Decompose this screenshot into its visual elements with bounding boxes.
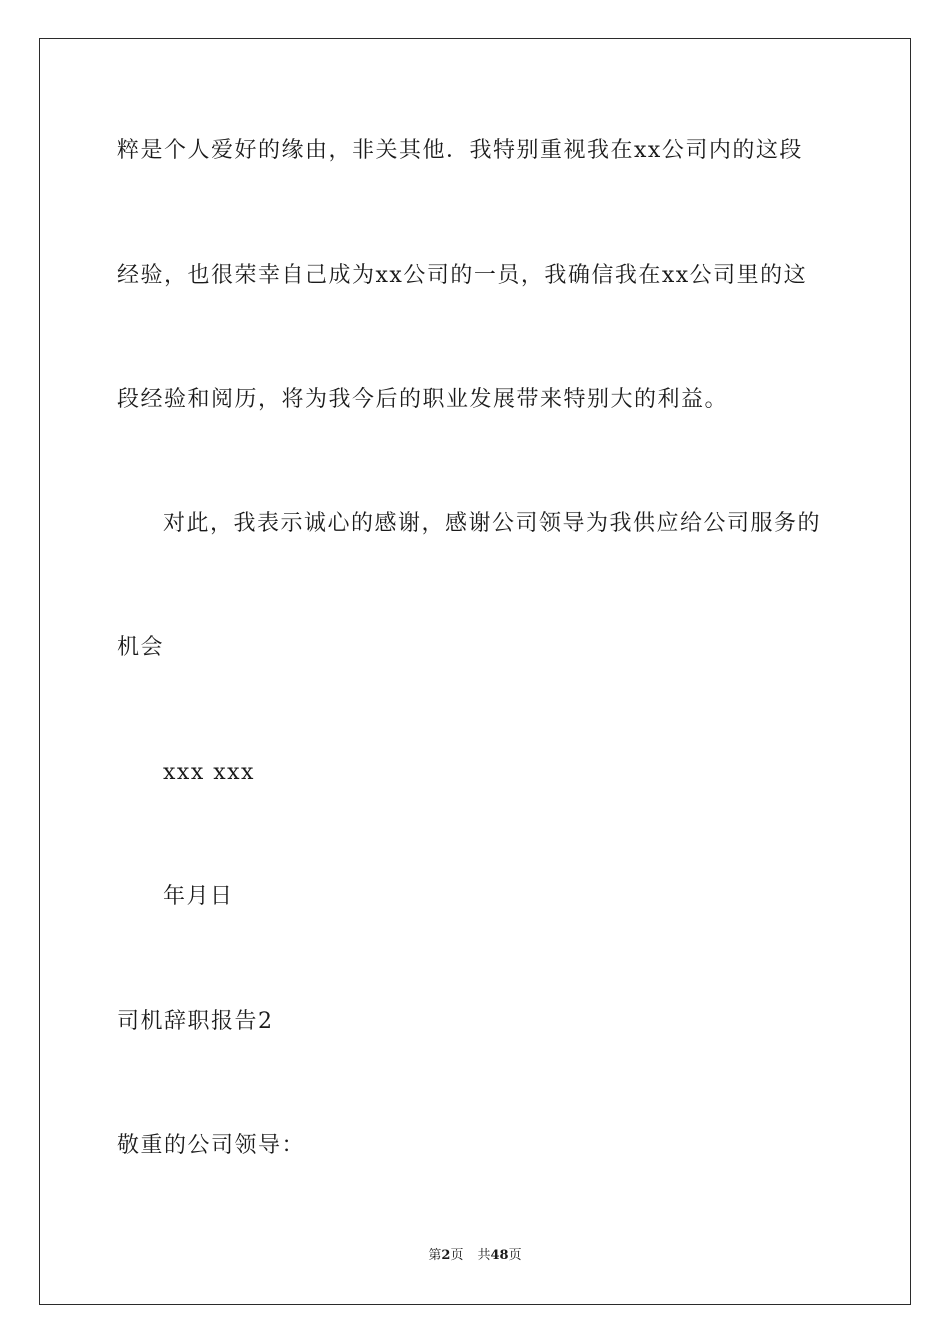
body-text-line: 对此，我表示诚心的感谢，感谢公司领导为我供应给公司服务的 <box>163 511 822 536</box>
page-prefix: 第 <box>428 1248 442 1263</box>
body-text-line: 经验，也很荣幸自己成为xx公司的一员，我确信我在xx公司里的这 <box>117 263 808 288</box>
page-footer <box>0 1247 950 1265</box>
total-pages: 48 <box>490 1248 509 1263</box>
salutation: 敬重的公司领导： <box>117 1133 306 1158</box>
body-text-line: 粹是个人爱好的缘由，非关其他．我特别重视我在xx公司内的这段 <box>117 138 803 163</box>
page-number: 2 <box>441 1248 451 1263</box>
body-text-line: 段经验和阅历，将为我今后的职业发展带来特别大的利益。 <box>117 387 729 412</box>
total-prefix: 共 <box>477 1248 491 1263</box>
page-border <box>39 38 911 1305</box>
page-suffix: 页 <box>450 1248 464 1263</box>
signature-date: 年月日 <box>163 884 234 909</box>
total-suffix: 页 <box>508 1248 522 1263</box>
section-title: 司机辞职报告2 <box>117 1009 274 1034</box>
body-text-line: 机会 <box>117 635 165 660</box>
signature-name: xxx xxx <box>163 760 255 785</box>
